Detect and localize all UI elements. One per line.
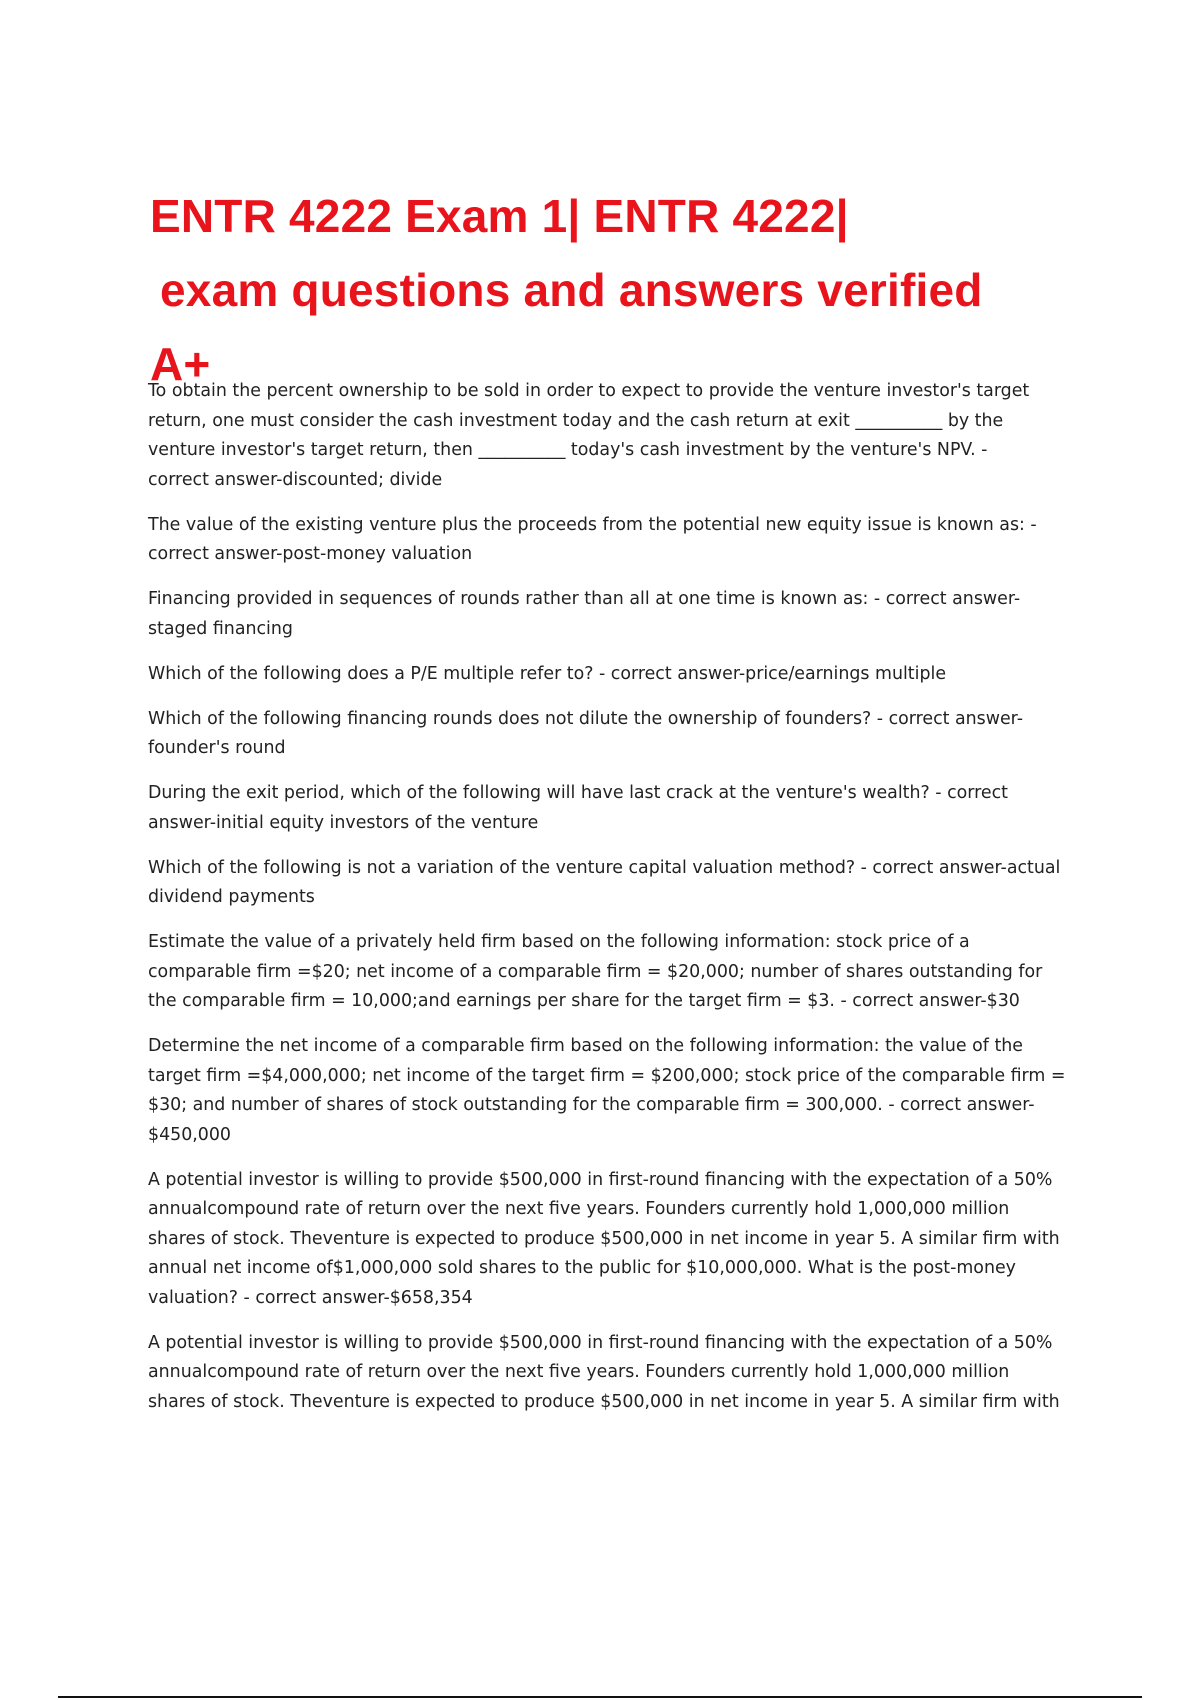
qa-text-line: annualcompound rate of return over the next five years. Founders currently hold 1,000,000 million: [148, 1199, 1010, 1219]
qa-item: [148, 585, 1088, 644]
document-title: [150, 179, 1110, 401]
qa-text-line: target firm =$4,000,000; net income of the target firm = $200,000; stock price of the comparable firm =: [148, 1065, 1066, 1086]
qa-text-line: The value of the existing venture plus the proceeds from the potential new equity issue is known as: -: [148, 514, 1037, 535]
qa-text-line: valuation? - correct answer-$658,354: [148, 1287, 473, 1308]
qa-item: [148, 779, 1088, 838]
qa-text-line: founder's round: [148, 738, 286, 758]
qa-text-line: $450,000: [148, 1124, 231, 1145]
bottom-divider: [58, 1696, 1142, 1698]
qa-text-line: annualcompound rate of return over the next five years. Founders currently hold 1,000,000 million: [148, 1362, 1010, 1382]
qa-item: [148, 660, 1088, 690]
qa-text-line: Estimate the value of a privately held firm based on the following information: stock price of a: [148, 932, 970, 952]
qa-text-line: dividend payments: [148, 887, 315, 907]
title-line: A+: [150, 337, 211, 390]
qa-item: [148, 1329, 1088, 1418]
qa-text-line: shares of stock. Theventure is expected to produce $500,000 in net income in year 5. A similar firm with: [148, 1228, 1060, 1249]
qa-text-line: Which of the following financing rounds does not dilute the ownership of founders? - correct answer-: [148, 708, 1023, 729]
qa-text-line: staged financing: [148, 618, 293, 639]
qa-text-line: return, one must consider the cash investment today and the cash return at exit __________ by the: [148, 410, 1004, 431]
qa-item: [148, 377, 1088, 495]
title-line: ENTR 4222 Exam 1| ENTR 4222|: [150, 189, 849, 242]
qa-text-line: $30; and number of shares of stock outstanding for the comparable firm = 300,000. - correct answer-: [148, 1095, 1035, 1115]
qa-text-line: Financing provided in sequences of rounds rather than all at one time is known as: - correct answer-: [148, 589, 1021, 609]
qa-text-line: annual net income of$1,000,000 sold shares to the public for $10,000,000. What is the post-money: [148, 1258, 1016, 1278]
title-line: exam questions and answers verified: [160, 263, 983, 316]
qa-text-line: the comparable firm = 10,000;and earnings per share for the target firm = $3. - correct answer-$30: [148, 991, 1020, 1011]
qa-text-line: A potential investor is willing to provide $500,000 in first-round financing with the expectation of a 50%: [148, 1332, 1053, 1353]
qa-item: [148, 928, 1088, 1017]
qa-item: [148, 705, 1088, 764]
qa-text-line: Determine the net income of a comparable firm based on the following information: the value of the: [148, 1036, 1023, 1056]
qa-item: [148, 511, 1088, 570]
qa-text-line: correct answer-post-money valuation: [148, 544, 473, 564]
qa-item: [148, 854, 1088, 913]
qa-text-line: To obtain the percent ownership to be sold in order to expect to provide the venture investor's target: [148, 381, 1030, 401]
qa-text-line: comparable firm =$20; net income of a comparable firm = $20,000; number of shares outstanding for: [148, 961, 1043, 982]
qa-text-line: correct answer-discounted; divide: [148, 469, 443, 490]
qa-text-line: venture investor's target return, then __________ today's cash investment by the venture's NPV. -: [148, 440, 988, 460]
qa-text-line: shares of stock. Theventure is expected to produce $500,000 in net income in year 5. A similar firm with: [148, 1391, 1060, 1412]
qa-text-line: Which of the following does a P/E multiple refer to? - correct answer-price/earnings multiple: [148, 663, 947, 684]
qa-text-line: Which of the following is not a variation of the venture capital valuation method? - correct answer-actual: [148, 857, 1061, 878]
qa-item: [148, 1166, 1088, 1314]
qa-text-line: During the exit period, which of the following will have last crack at the venture's wealth? - correct: [148, 783, 1008, 803]
qa-text-line: answer-initial equity investors of the venture: [148, 812, 539, 833]
qa-text-line: A potential investor is willing to provide $500,000 in first-round financing with the expectation of a 50%: [148, 1169, 1053, 1190]
qa-item: [148, 1032, 1088, 1150]
qa-list: [148, 377, 1088, 1433]
